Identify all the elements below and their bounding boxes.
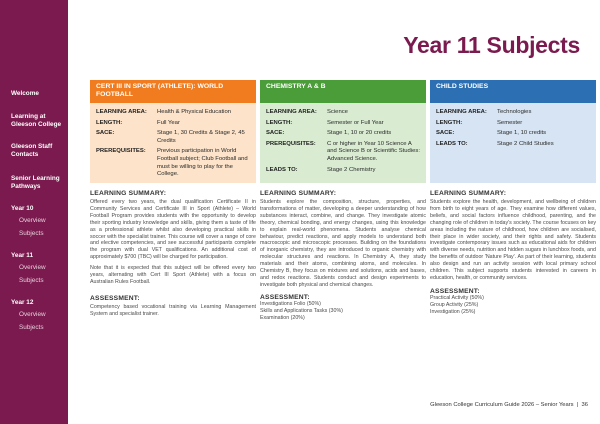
label-sace: SACE: [436, 130, 455, 137]
subject-header: CHILD STUDIES [430, 80, 596, 103]
label-leads-to: LEADS TO: [436, 140, 468, 147]
value-leads-to: Stage 2 Chemistry [327, 166, 376, 173]
value-length: Semester or Full Year [327, 119, 384, 126]
label-length: LENGTH: [436, 119, 463, 126]
nav-year-11[interactable]: Year 11 [11, 252, 34, 259]
value-length: Full Year [157, 119, 180, 126]
value-learning-area: Health & Physical Education [157, 109, 232, 115]
page-title: Year 11 Subjects [403, 32, 580, 58]
subject-info-box [90, 103, 256, 183]
learning-summary-heading: LEARNING SUMMARY: [430, 190, 507, 197]
assessment-item: Examination (20%) [260, 315, 305, 322]
nav-year-10-subjects[interactable]: Subjects [19, 230, 44, 237]
subject-header: CHEMISTRY A & B [260, 80, 426, 103]
label-prerequisites: PREREQUISITES: [96, 148, 146, 155]
footer-text: Gleeson College Curriculum Guide 2026 – Senior Years [430, 402, 574, 408]
nav-year-10-overview[interactable]: Overview [19, 217, 46, 224]
value-learning-area: Science [327, 109, 348, 115]
value-sace: Stage 1, 10 or 20 credits [327, 130, 392, 137]
label-length: LENGTH: [96, 119, 123, 126]
value-length: Semester [497, 119, 523, 126]
label-prerequisites: PREREQUISITES: [266, 140, 316, 147]
assessment-heading: ASSESSMENT: [430, 287, 480, 295]
label-learning-area: LEARNING AREA: [266, 109, 317, 115]
value-prerequisites: C or higher in Year 10 Science A and Science B or Scientific Studies: Advanced Science. [327, 140, 420, 162]
value-sace: Stage 1, 10 credits [497, 130, 547, 137]
label-length: LENGTH: [266, 119, 293, 126]
learning-summary-note: Note that it is expected that this subject will be offered every two years, alternating with Cert III Sport (Athlete) with a focus on Australian Rules Football. [90, 265, 256, 285]
subject-info-box [260, 103, 426, 183]
footer-divider: | [575, 402, 580, 408]
nav-year-12[interactable]: Year 12 [11, 299, 34, 306]
label-learning-area: LEARNING AREA: [436, 109, 487, 115]
subject-column-chemistry [260, 80, 426, 322]
nav-staff-contacts[interactable]: Gleeson Staff Contacts [11, 143, 53, 158]
nav-learning[interactable]: Learning at Gleeson College [11, 113, 62, 128]
assessment-item: Practical Activity (50%) [430, 294, 484, 301]
label-sace: SACE: [266, 130, 285, 137]
nav-senior-pathways[interactable]: Senior Learning Pathways [11, 175, 60, 190]
value-sace: Stage 1, 30 Credits & Stage 2, 45 Credits [157, 130, 245, 144]
subject-info-box [430, 103, 596, 183]
nav-year-12-subjects[interactable]: Subjects [19, 324, 44, 331]
assessment-item: Investigation (25%) [430, 309, 476, 316]
subject-column-sport [90, 80, 256, 318]
subject-column-child-studies [430, 80, 596, 316]
learning-summary-text: Offered every two years, the dual qualification Certificate II in Community Services and Certificate III in Sport (Athlete) – World Football Program provides students with the opportunity to develop their sporting industry knowledge and skills, giving them a taste of life as a professional athlete whilst also developing practical skills in soccer with the specialist trainer. This course will cover a range of core and elective competencies, and see successful participants complete the program with dual VET qualifications. An additional cost of approximately $700 (TBC) will be charged for participation. [90, 199, 256, 261]
assessment-item: Skills and Applications Tasks (30%) [260, 307, 343, 314]
subject-header: CERT III IN SPORT (ATHLETE): WORLD FOOTBALL [90, 80, 256, 103]
learning-summary-heading: LEARNING SUMMARY: [90, 190, 167, 197]
nav-year-10[interactable]: Year 10 [11, 205, 34, 212]
assessment-item: Investigations Folio (50%) [260, 300, 321, 307]
label-learning-area: LEARNING AREA: [96, 109, 147, 115]
nav-welcome[interactable]: Welcome [11, 90, 39, 97]
assessment-item: Group Activity (25%) [430, 302, 479, 309]
value-learning-area: Technologies [497, 109, 532, 115]
assessment-text: Competency based vocational training via Learning Management System and specialist trainer. [90, 303, 256, 317]
nav-year-11-subjects[interactable]: Subjects [19, 277, 44, 284]
value-leads-to: Stage 2 Child Studies [497, 140, 554, 147]
learning-summary-heading: LEARNING SUMMARY: [260, 190, 337, 197]
page-footer [430, 402, 588, 408]
learning-summary-text: Students explore the health, development, and wellbeing of children from birth to eight years of age. They examine how different values, beliefs, and social factors influence childhood, parenting, and the changing role of children in today's society. The course focuses on key areas including the nature of childhood, how children are socialised, their place in wider society, and their rights and safety. Students investigate contemporary issues such as educational aids for children with diverse needs, nutrition and hidden sugars in lunchbox foods, and the benefits of outdoor 'Nature Play'. As part of their learning, students also design and run an activity session with local primary school children. This subject supports students interested in careers in education, health, or community services. [430, 199, 596, 281]
nav-year-12-overview[interactable]: Overview [19, 311, 46, 318]
label-leads-to: LEADS TO: [266, 166, 298, 173]
learning-summary-text: Students explore the composition, structure, properties, and transformations of matter, developing a deeper understanding of how substances interact, combine, and change. They investigate atomic theory, chemical bonding, and energy changes, using this knowledge to explain real-world phenomena. Students analyse chemical behaviour, predict reactions, and apply models to understand both macroscopic and microscopic processes. Building on the foundations of inorganic chemistry, they are introduced to organic chemistry with molecular structures and reactions. In Chemistry A, they study materials and their atoms, combining atoms, and molecules. In Chemistry B, they focus on mixtures and solutions, acids and bases, and redox reactions. Students conduct and design experiments to investigate both physical and chemical changes. [260, 199, 426, 288]
nav-year-11-overview[interactable]: Overview [19, 264, 46, 271]
label-sace: SACE: [96, 130, 115, 137]
sidebar-nav [0, 0, 68, 424]
value-prerequisites: Previous participation in World Football subject; Club Football and must be willing to play for the College. [157, 148, 248, 178]
assessment-heading: ASSESSMENT: [260, 293, 310, 301]
page-number: 36 [581, 402, 588, 408]
assessment-heading: ASSESSMENT: [90, 294, 140, 302]
